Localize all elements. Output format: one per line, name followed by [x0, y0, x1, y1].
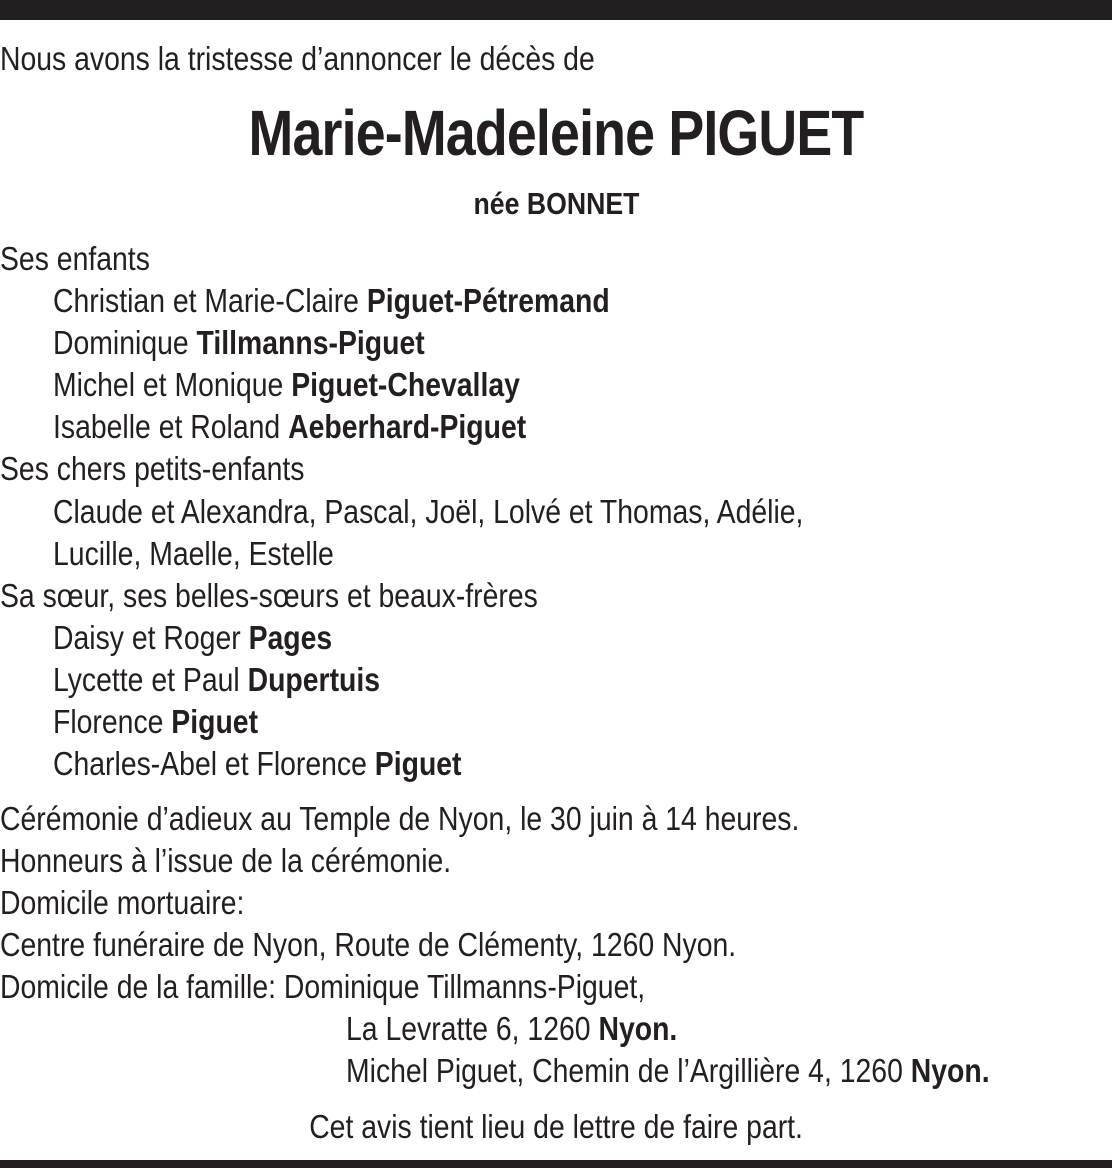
maiden-name-text: née BONNET [473, 186, 639, 221]
intro-text: Nous avons la tristesse d’annoncer le décès de [0, 40, 595, 77]
sibling-given: Lycette et Paul [53, 661, 248, 698]
address-text: La Levratte 6, 1260 [346, 1010, 599, 1047]
ceremony-text: Cérémonie d’adieux au Temple de Nyon, le 30 juin à 14 heures. [0, 800, 800, 837]
sibling-given: Charles-Abel et Florence [53, 745, 375, 782]
family-home-name: Dominique Tillmanns-Piguet, [283, 968, 646, 1005]
closing-text-inner: Cet avis tient lieu de lettre de faire part. [309, 1108, 803, 1145]
sibling-family: Piguet [374, 745, 462, 782]
honours-text: Honneurs à l’issue de la cérémonie. [0, 842, 452, 879]
sibling-entry [53, 617, 332, 659]
child-family: Aeberhard-Piguet [288, 408, 527, 445]
sibling-family: Pages [248, 619, 333, 656]
deceased-name [0, 98, 1112, 168]
sibling-entry [53, 659, 380, 701]
bottom-rule [0, 1160, 1112, 1168]
child-given: Michel et Monique [53, 366, 292, 403]
child-entry [53, 280, 610, 322]
child-family: Piguet-Chevallay [291, 366, 520, 403]
grandchildren-line: Lucille, Maelle, Estelle [53, 535, 334, 572]
child-family: Piguet-Pétremand [366, 282, 610, 319]
sibling-given: Florence [53, 703, 172, 740]
family-home-address-2 [346, 1050, 990, 1092]
deceased-name-text: Marie-Madeleine PIGUET [248, 97, 864, 169]
family-home-label: Domicile de la famille: [0, 968, 284, 1005]
child-entry [53, 364, 520, 406]
family-home-line [0, 966, 645, 1008]
mortuary-address: Centre funéraire de Nyon, Route de Clémenty, 1260 Nyon. [0, 926, 737, 963]
sibling-family: Dupertuis [247, 661, 381, 698]
sibling-given: Daisy et Roger [53, 619, 249, 656]
sibling-entry [53, 701, 258, 743]
family-home-address-1 [346, 1008, 677, 1050]
grandchildren-line: Claude et Alexandra, Pascal, Joël, Lolvé et Thomas, Adélie, [53, 493, 804, 530]
closing-text [0, 1106, 1112, 1148]
child-given: Dominique [53, 324, 197, 361]
sibling-entry [53, 743, 462, 785]
address-city: Nyon. [910, 1052, 990, 1089]
maiden-name [0, 183, 1112, 225]
child-entry [53, 322, 425, 364]
address-text: Michel Piguet, Chemin de l’Argillière 4, 1260 [346, 1052, 911, 1089]
children-heading: Ses enfants [0, 240, 150, 277]
top-rule [0, 0, 1112, 20]
siblings-heading: Sa sœur, ses belles-sœurs et beaux-frères [0, 577, 538, 614]
sibling-family: Piguet [171, 703, 259, 740]
grandchildren-heading: Ses chers petits-enfants [0, 450, 305, 487]
child-family: Tillmanns-Piguet [196, 324, 425, 361]
child-given: Christian et Marie-Claire [53, 282, 367, 319]
child-entry [53, 406, 526, 448]
child-given: Isabelle et Roland [53, 408, 289, 445]
mortuary-label: Domicile mortuaire: [0, 884, 245, 921]
address-city: Nyon. [598, 1010, 678, 1047]
